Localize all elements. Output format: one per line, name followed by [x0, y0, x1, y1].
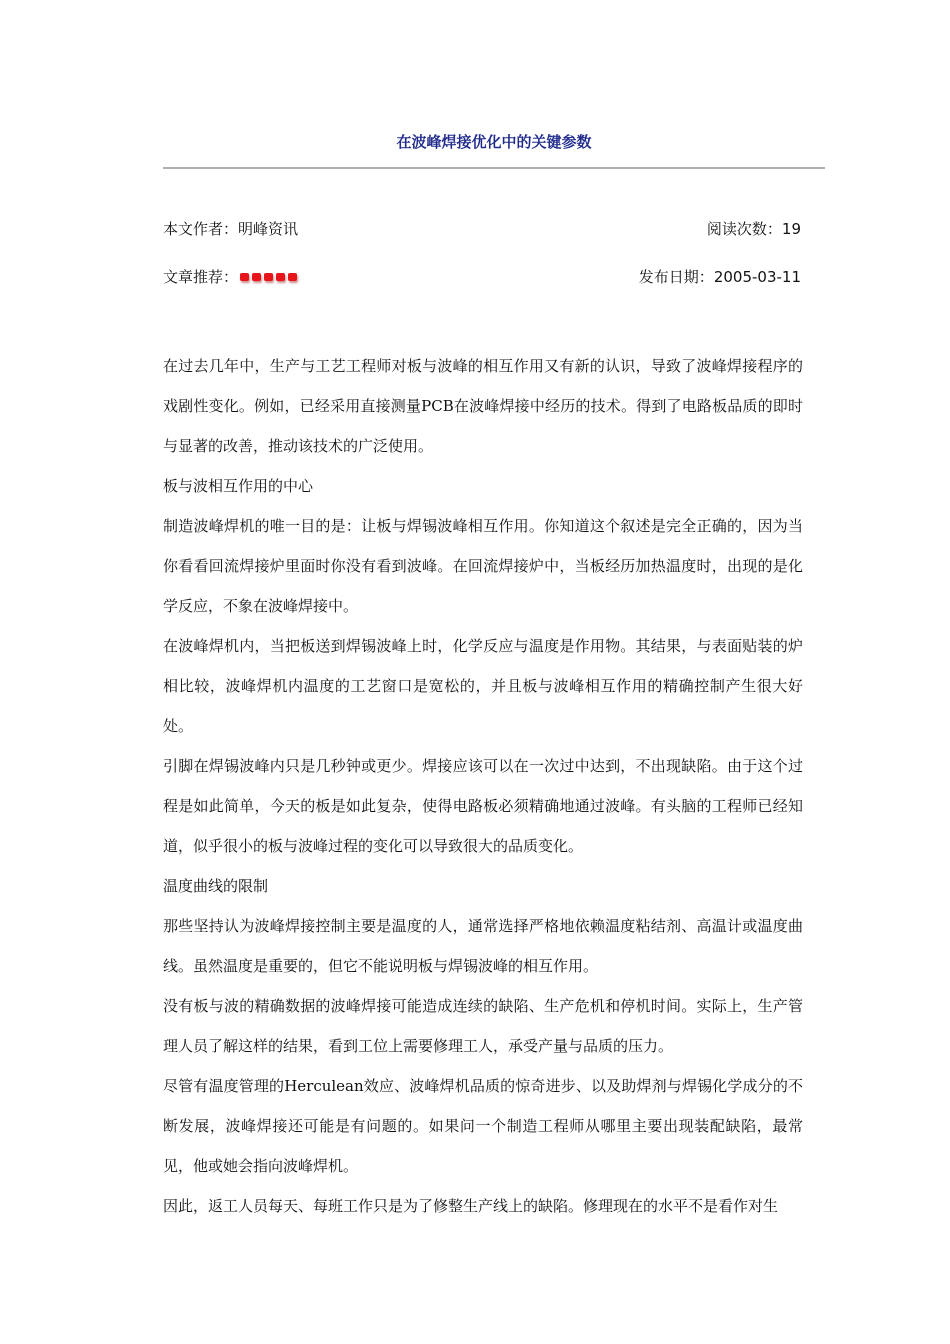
rating-star-icon [240, 273, 249, 281]
title-divider [163, 167, 825, 169]
author-label: 本文作者： [163, 220, 239, 238]
rating-star-icon [288, 273, 297, 281]
read-count-info [707, 217, 801, 241]
meta-row-author [163, 217, 801, 241]
paragraph: 尽管有温度管理的Herculean效应、波峰焊机品质的惊奇进步、以及助焊剂与焊锡化学成分的不断发展，波峰焊接还可能是有问题的。如果问一个制造工程师从哪里主要出现装配缺陷，最常见，他或她会指向波峰焊机。 [163, 1077, 803, 1175]
rating-star-icon [252, 273, 261, 281]
paragraph: 那些坚持认为波峰焊接控制主要是温度的人，通常选择严格地依赖温度粘结剂、高温计或温度曲线。虽然温度是重要的，但它不能说明板与焊锡波峰的相互作用。 [163, 917, 803, 975]
paragraph: 在过去几年中，生产与工艺工程师对板与波峰的相互作用又有新的认识，导致了波峰焊接程序的戏剧性变化。例如，已经采用直接测量PCB在波峰焊接中经历的技术。得到了电路板品质的即时与显著的改善，推动该技术的广泛使用。 [163, 357, 803, 455]
reads-label: 阅读次数： [706, 220, 782, 238]
publish-date-info [639, 265, 801, 289]
paragraph: 板与波相互作用的中心 [163, 477, 314, 495]
meta-row-recommend [163, 265, 801, 289]
recommend-info [163, 265, 297, 289]
date-label: 发布日期： [638, 268, 714, 286]
author-info [163, 217, 298, 241]
paragraph: 因此，返工人员每天、每班工作只是为了修整生产线上的缺陷。修理现在的水平不是看作对生 [163, 1197, 779, 1215]
paragraph: 温度曲线的限制 [163, 877, 269, 895]
author-name: 明峰资讯 [238, 220, 299, 238]
article-title: 在波峰焊接优化中的关键参数 [396, 133, 592, 151]
paragraph: 制造波峰焊机的唯一目的是：让板与焊锡波峰相互作用。你知道这个叙述是完全正确的，因为当你看看回流焊接炉里面时你没有看到波峰。在回流焊接炉中，当板经历加热温度时，出现的是化学反应，不象在波峰焊接中。 [163, 517, 803, 615]
rating-star-icon [264, 273, 273, 281]
rating-star-icon [276, 273, 285, 281]
paragraph: 没有板与波的精确数据的波峰焊接可能造成连续的缺陷、生产危机和停机时间。实际上，生产管理人员了解这样的结果，看到工位上需要修理工人，承受产量与品质的压力。 [163, 997, 803, 1055]
recommend-label: 文章推荐： [163, 268, 239, 286]
reads-value: 19 [781, 220, 801, 238]
article-body [163, 346, 803, 1226]
date-value: 2005-03-11 [713, 268, 801, 286]
recommend-rating [240, 273, 297, 281]
paragraph: 在波峰焊机内，当把板送到焊锡波峰上时，化学反应与温度是作用物。其结果，与表面贴装的炉相比较，波峰焊机内温度的工艺窗口是宽松的，并且板与波峰相互作用的精确控制产生很大好处。 [163, 637, 803, 735]
paragraph: 引脚在焊锡波峰内只是几秒钟或更少。焊接应该可以在一次过中达到，不出现缺陷。由于这个过程是如此简单，今天的板是如此复杂，使得电路板必须精确地通过波峰。有头脑的工程师已经知道，似乎很小的板与波峰过程的变化可以导致很大的品质变化。 [163, 757, 803, 855]
